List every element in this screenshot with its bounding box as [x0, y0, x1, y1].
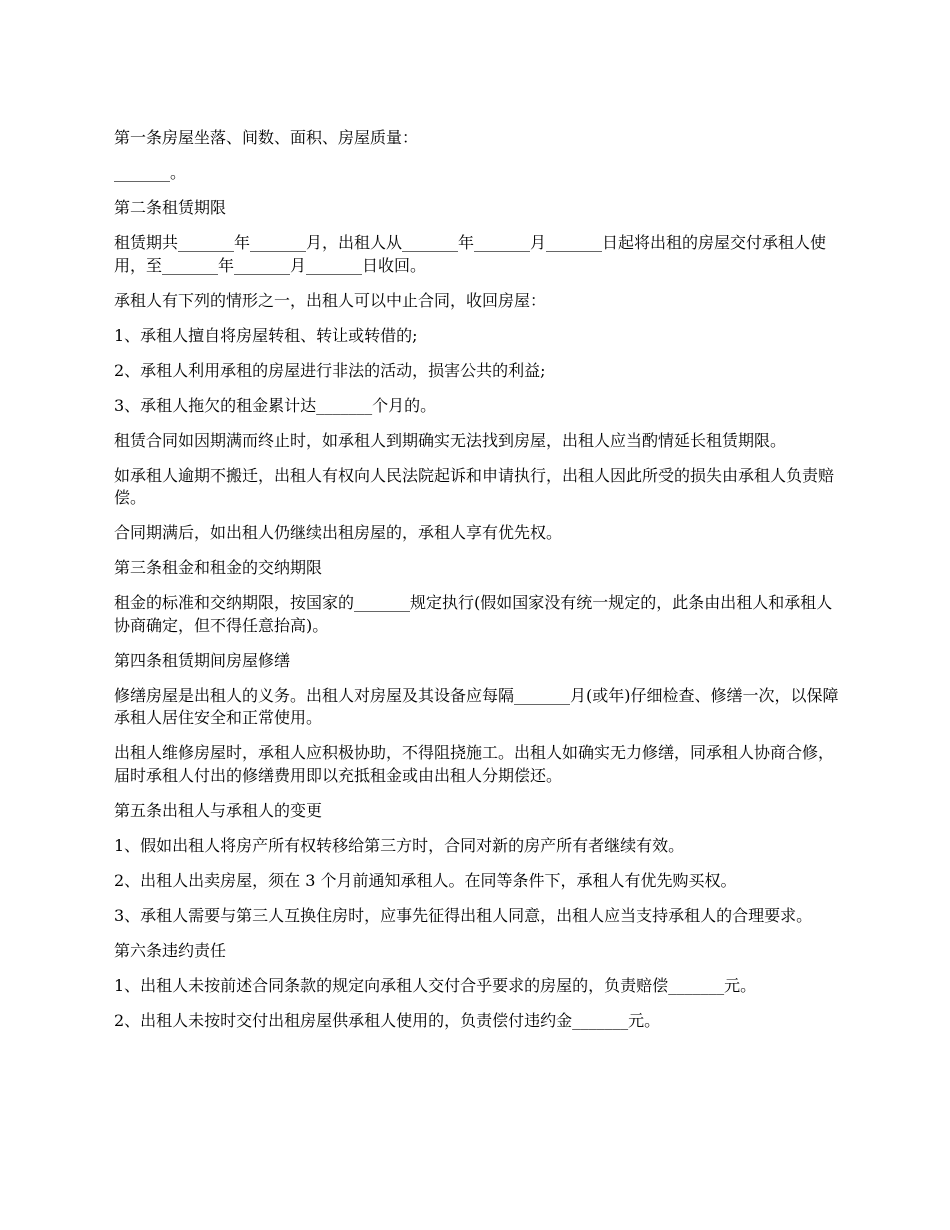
- expiry-extension-paragraph: 租赁合同如因期满而终止时，如承租人到期确实无法找到房屋，出租人应当酌情延长租赁期限。: [114, 430, 787, 450]
- priority-right-paragraph: 合同期满后，如出租人仍继续出租房屋的，承租人享有优先权。: [114, 523, 563, 542]
- repair-cooperation-paragraph: 出租人维修房屋时，承租人应积极协助，不得阻挠施工。出租人如确实无力修缮，同承租人协商合修，届时承租人付出的修缮费用即以充抵租金或由出租人分期偿还。: [114, 743, 835, 785]
- termination-intro-paragraph: 承租人有下列的情形之一，出租人可以中止合同，收回房屋：: [114, 290, 547, 310]
- article-6-heading: 第六条违约责任: [114, 940, 227, 960]
- article-3-heading: 第三条租金和租金的交纳期限: [114, 558, 323, 577]
- repair-duty-paragraph: 修缮房屋是出租人的义务。出租人对房屋及其设备应每隔_______月(或年)仔细检查、修缮一次，以保障承租人居住安全和正常使用。: [114, 685, 839, 727]
- lease-term-paragraph: 租赁期共_______年_______月，出租人从_______年_______月_______日起将出租的房屋交付承租人使用，至_______年_______月_______日收回。: [114, 233, 827, 275]
- article-1-heading: 第一条房屋坐落、间数、面积、房屋质量：: [114, 128, 419, 147]
- document-page: [114, 127, 844, 1045]
- article-2-heading: 第二条租赁期限: [114, 198, 227, 217]
- liability-item-2: 2、出租人未按时交付出租房屋供承租人使用的，负责偿付违约金_______元。: [114, 1010, 661, 1030]
- change-item-1: 1、假如出租人将房产所有权转移给第三方时，合同对新的房产所有者继续有效。: [114, 835, 685, 855]
- change-item-2: 2、出租人出卖房屋，须在 3 个月前通知承租人。在同等条件下，承租人有优先购买权。: [114, 870, 737, 890]
- rent-standard-paragraph: 租金的标准和交纳期限，按国家的_______规定执行(假如国家没有统一规定的，此条由出租人和承租人协商确定，但不得任意抬高)。: [114, 593, 833, 635]
- overdue-move-paragraph: 如承租人逾期不搬迁，出租人有权向人民法院起诉和申请执行，出租人因此所受的损失由承租人负责赔偿。: [114, 465, 835, 507]
- change-item-3: 3、承租人需要与第三人互换住房时，应事先征得出租人同意，出租人应当支持承租人的合理要求。: [114, 905, 813, 925]
- termination-item-3: 3、承租人拖欠的租金累计达_______个月的。: [114, 395, 437, 415]
- article-5-heading: 第五条出租人与承租人的变更: [114, 800, 323, 820]
- termination-item-2: 2、承租人利用承租的房屋进行非法的活动，损害公共的利益;: [114, 360, 546, 380]
- article-1-blank: _______。: [114, 163, 187, 182]
- article-4-heading: 第四条租赁期间房屋修缮: [114, 650, 291, 670]
- liability-item-1: 1、出租人未按前述合同条款的规定向承租人交付合乎要求的房屋的，负责赔偿_______元。: [114, 975, 757, 995]
- termination-item-1: 1、承租人擅自将房屋转租、转让或转借的;: [114, 325, 418, 345]
